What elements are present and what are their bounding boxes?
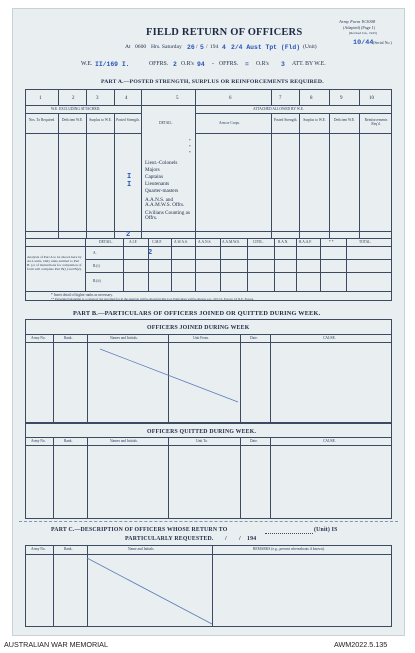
- col-hdr-detail: DETAIL.: [159, 121, 173, 125]
- quitted-col-unitto: Unit To.: [196, 439, 208, 443]
- rank-aans: A.A.N.S. and A.A.M.W.S. Offrs.: [145, 197, 185, 209]
- detail-col-detail: DETAIL.: [99, 240, 113, 244]
- joined-col-cause: CAUSE.: [323, 336, 336, 340]
- col-num-10: 10: [369, 96, 374, 101]
- col-num-9: 9: [340, 96, 343, 101]
- rank-lieutenants: Lieutenants: [145, 181, 170, 187]
- attached-header: ATTACHED ALLOWED BY W.E.: [253, 107, 304, 111]
- part-c-unit-label: (Unit) IS: [314, 527, 338, 533]
- att-label: ATT. BY W.E.: [292, 61, 326, 67]
- rank-civilians: Civilians Counting as Offrs.: [145, 210, 190, 222]
- detail-col-total: TOTAL.: [359, 240, 372, 244]
- col-num-4: 4: [125, 96, 128, 101]
- posted-captains: I: [127, 173, 132, 181]
- we-label: W.E.: [81, 61, 93, 67]
- quitted-col-armyno: Army No.: [31, 439, 46, 443]
- ors2-label: O.R's: [256, 61, 269, 67]
- quitted-col-names: Names and Initials.: [110, 439, 138, 443]
- part-a-heading: PART A.—POSTED STRENGTH, SURPLUS OR REINFORCEMENTS REQUIRED.: [101, 79, 324, 85]
- detail-row-bii: B.(ii): [93, 279, 101, 283]
- col-num-7: 7: [279, 96, 282, 101]
- part-c-line2: PARTICULARLY REQUESTED.: [125, 536, 214, 542]
- detail-col-raaf: R.A.A.F.: [299, 240, 312, 244]
- part-b-heading: PART B.—PARTICULARS OF OFFICERS JOINED OR QUITTED DURING WEEK.: [73, 310, 321, 317]
- joined-col-armyno: Army No.: [31, 336, 46, 340]
- detail-row-a: A.: [93, 251, 97, 255]
- part-c-col-remarks: REMARKS (e.g., present whereabouts if known).: [253, 547, 325, 551]
- detail-col-other: * *: [329, 240, 334, 244]
- detail-col-cmf: C.M.F.: [152, 240, 162, 244]
- year-suffix: 4: [222, 44, 226, 51]
- year-prefix: 194: [210, 44, 219, 50]
- aif-a-value: 2: [148, 249, 153, 257]
- detail-col-civil: CIVIL.: [253, 240, 264, 244]
- part-c-date-sep-2: /: [239, 536, 241, 542]
- we-value: II/169 I.: [95, 61, 130, 68]
- posted-lieutenants: I: [127, 181, 132, 189]
- detail-col-aif: A.I.F.: [129, 240, 138, 244]
- part-c-strike-line: [25, 554, 392, 627]
- unit-label: (Unit): [303, 44, 317, 50]
- ors2-value: 3: [281, 61, 285, 68]
- form-title: FIELD RETURN OF OFFICERS: [146, 27, 303, 38]
- detail-col-ran: R.A.N.: [278, 240, 289, 244]
- col-hdr-r-posted: Posted Strength.: [273, 118, 298, 122]
- ors-value: 94: [197, 61, 205, 68]
- part-c-date-sep-1: /: [225, 536, 227, 542]
- unit-typed: 2/4 Aust Tpt (Fld): [231, 44, 301, 51]
- adapted-label: (Adapted) (Page 1): [343, 25, 376, 30]
- col-hdr-r-surplus: Surplus to W.E.: [303, 118, 326, 122]
- joined-col-date: Date.: [250, 336, 258, 340]
- time-value: 0600: [135, 44, 147, 50]
- we-excl-header: W.E. EXCLUDING ATTACHED.: [51, 107, 101, 111]
- detail-row-bi: B.(i): [93, 264, 100, 268]
- part-c-col-rank: Rank.: [64, 547, 73, 551]
- detail-col-awas: A.W.A.S.: [174, 240, 188, 244]
- col-num-5: 5: [176, 96, 179, 101]
- part-c-year: 194: [247, 536, 257, 542]
- rank-qm: Quarter-masters: [145, 188, 179, 194]
- offrs-value: 2: [173, 61, 177, 68]
- serial-no-value: 10/44: [353, 39, 374, 47]
- quitted-col-cause: CAUSE.: [323, 439, 336, 443]
- col-num-8: 8: [310, 96, 313, 101]
- ors-label: O.R's: [181, 61, 194, 67]
- col-hdr-nos-required: Nos. To Required.: [28, 118, 56, 122]
- offrs2-value: =: [245, 61, 249, 68]
- rank-lt-col: Lieut.-Colonels: [145, 160, 178, 166]
- rank-captains: Captains: [145, 174, 164, 180]
- army-form-label: Army Form W.3008: [339, 19, 376, 24]
- hrs-label: Hrs. Saturday: [151, 44, 182, 50]
- detail-col-aans: A.A.N.S.: [198, 240, 212, 244]
- total-posted: 2: [126, 231, 131, 239]
- footer-left: AUSTRALIAN WAR MEMORIAL: [4, 640, 108, 649]
- date-month: 5: [200, 44, 204, 51]
- footer-right: AWM2022.5.135: [334, 640, 388, 649]
- detail-col-aamws: A.A.M.W.S.: [222, 240, 240, 244]
- footnote-2: ** Personnel belonging to a category not provided for in the analysis will be shown in this Col. Particulars will be shown, e.g., 20 U.S. Forces; 10 N.E. Forces.: [51, 297, 254, 301]
- col-num-1: 1: [39, 96, 42, 101]
- serial-no-label: (Serial No.): [373, 40, 392, 45]
- col-hdr-surplus: Surplus to W.E.: [89, 118, 112, 122]
- col-hdr-r-deficient: Deficient W.E.: [333, 118, 356, 122]
- joined-col-names: Names and Initials.: [110, 336, 138, 340]
- col-hdr-arm-corps: Arm or Corps.: [219, 121, 240, 125]
- col-hdr-r-reinf: Reinforcements Req'd.: [364, 118, 388, 126]
- dash: -: [212, 61, 214, 67]
- part-c-col-name: Name and Initials.: [128, 547, 155, 551]
- col-hdr-deficient: Deficient W.E.: [61, 118, 84, 122]
- joined-heading: OFFICERS JOINED DURING WEEK: [147, 325, 250, 331]
- joined-strike-line: [25, 342, 392, 423]
- at-label: At: [125, 44, 131, 50]
- footnote-1: * Insert detail of higher ranks as necessary.: [51, 293, 113, 297]
- quitted-col-date: Date.: [250, 439, 258, 443]
- form-page: Army Form W.3008 (Adapted) (Page 1) (Revised Jan., 1943) 10/44 (Serial No.) FIELD RETURN OF OFFICERS At 0600 Hrs. Saturday 26 / 5 / 194 4 2/4 Aust Tpt (Fld) (Unit) W.E. II/169 I. OFFRS. 2 O.R's 94 - OFFRS. = O.R's 3 ATT. BY W.E. PART A.—POSTED STRENGTH, SURPLUS OR REINFORCEMENTS REQUIRED. 1 2 3 4 5 6 7 8 9 10 W.E. EXCLUDING ATTACHED. ATTACHED ALLOWED BY W.E. Nos. To Required. Deficient W.E. Surplus to W.E. Posted Strength. DETAIL. Arm or Corps. Posted Strength. Surplus to W.E. Deficient W.E. Reinforcements Req'd. * * * Lieut.-Colonels Majors Captains Lieutenants Quarter-masters A.A.N.S. and A.A.M.W.S. Offrs. Civilians Counting as Offrs. I I 2 Analysis of Part A to be shown here by ALL units. Only units entitled to Part B. (or of instructions for completion of form will complete Part B(1) and B(2). DETAIL. A.I.F. C.M.F. A.W.A.S. A.A.N.S. A.A.M.W.S. CIVIL. R.A.N. R.A.A.F. * * TOTAL. A. B.(i) B.(ii) 2 * Insert detail of higher ranks as necessary. ** Personnel belonging to a category not provided for in the analysis will be shown in this Col. Particulars will be shown, e.g., 20 U.S. Forces; 10 N.E. Forces. PART B.—PARTICULARS OF OFFICERS JOINED OR QUITTED DURING WEEK. OFFICERS JOINED DURING WEEK Army No. Rank. Names and Initials. Unit From. Date. CAUSE. OFFICERS QUITTED DURING WEEK. Army No. Rank. Names and Initials. Unit To. Date. CAUSE. PART C.—DESCRIPTION OF OFFICERS WHOSE RETURN TO (Unit) IS PARTICULARLY REQUESTED. / / 194 Army No. Rank. Name and Initials. REMARKS (e.g., present whereabouts if known).: [12, 8, 405, 636]
- revised-label: (Revised Jan., 1943): [349, 31, 377, 35]
- joined-col-rank: Rank.: [64, 336, 73, 340]
- part-c-heading: PART C.—DESCRIPTION OF OFFICERS WHOSE RETURN TO: [51, 527, 228, 533]
- col-num-3: 3: [96, 96, 99, 101]
- col-hdr-posted: Posted Strength.: [116, 118, 140, 122]
- date-day: 26: [187, 44, 195, 51]
- quitted-heading: OFFICERS QUITTED DURING WEEK.: [147, 429, 257, 435]
- col-num-2: 2: [72, 96, 75, 101]
- part-c-col-armyno: Army No.: [31, 547, 46, 551]
- analysis-note: Analysis of Part A to be shown here by ALL units. Only units entitled to Part B. (or of instructions for completion of form will complete Part B(1) and B(2).: [27, 255, 82, 271]
- quitted-col-rank: Rank.: [64, 439, 73, 443]
- offrs-label: OFFRS.: [149, 61, 169, 67]
- col-num-6: 6: [229, 96, 232, 101]
- joined-col-unitfrom: Unit From.: [193, 336, 209, 340]
- rank-majors: Majors: [145, 167, 160, 173]
- offrs2-label: OFFRS.: [219, 61, 239, 67]
